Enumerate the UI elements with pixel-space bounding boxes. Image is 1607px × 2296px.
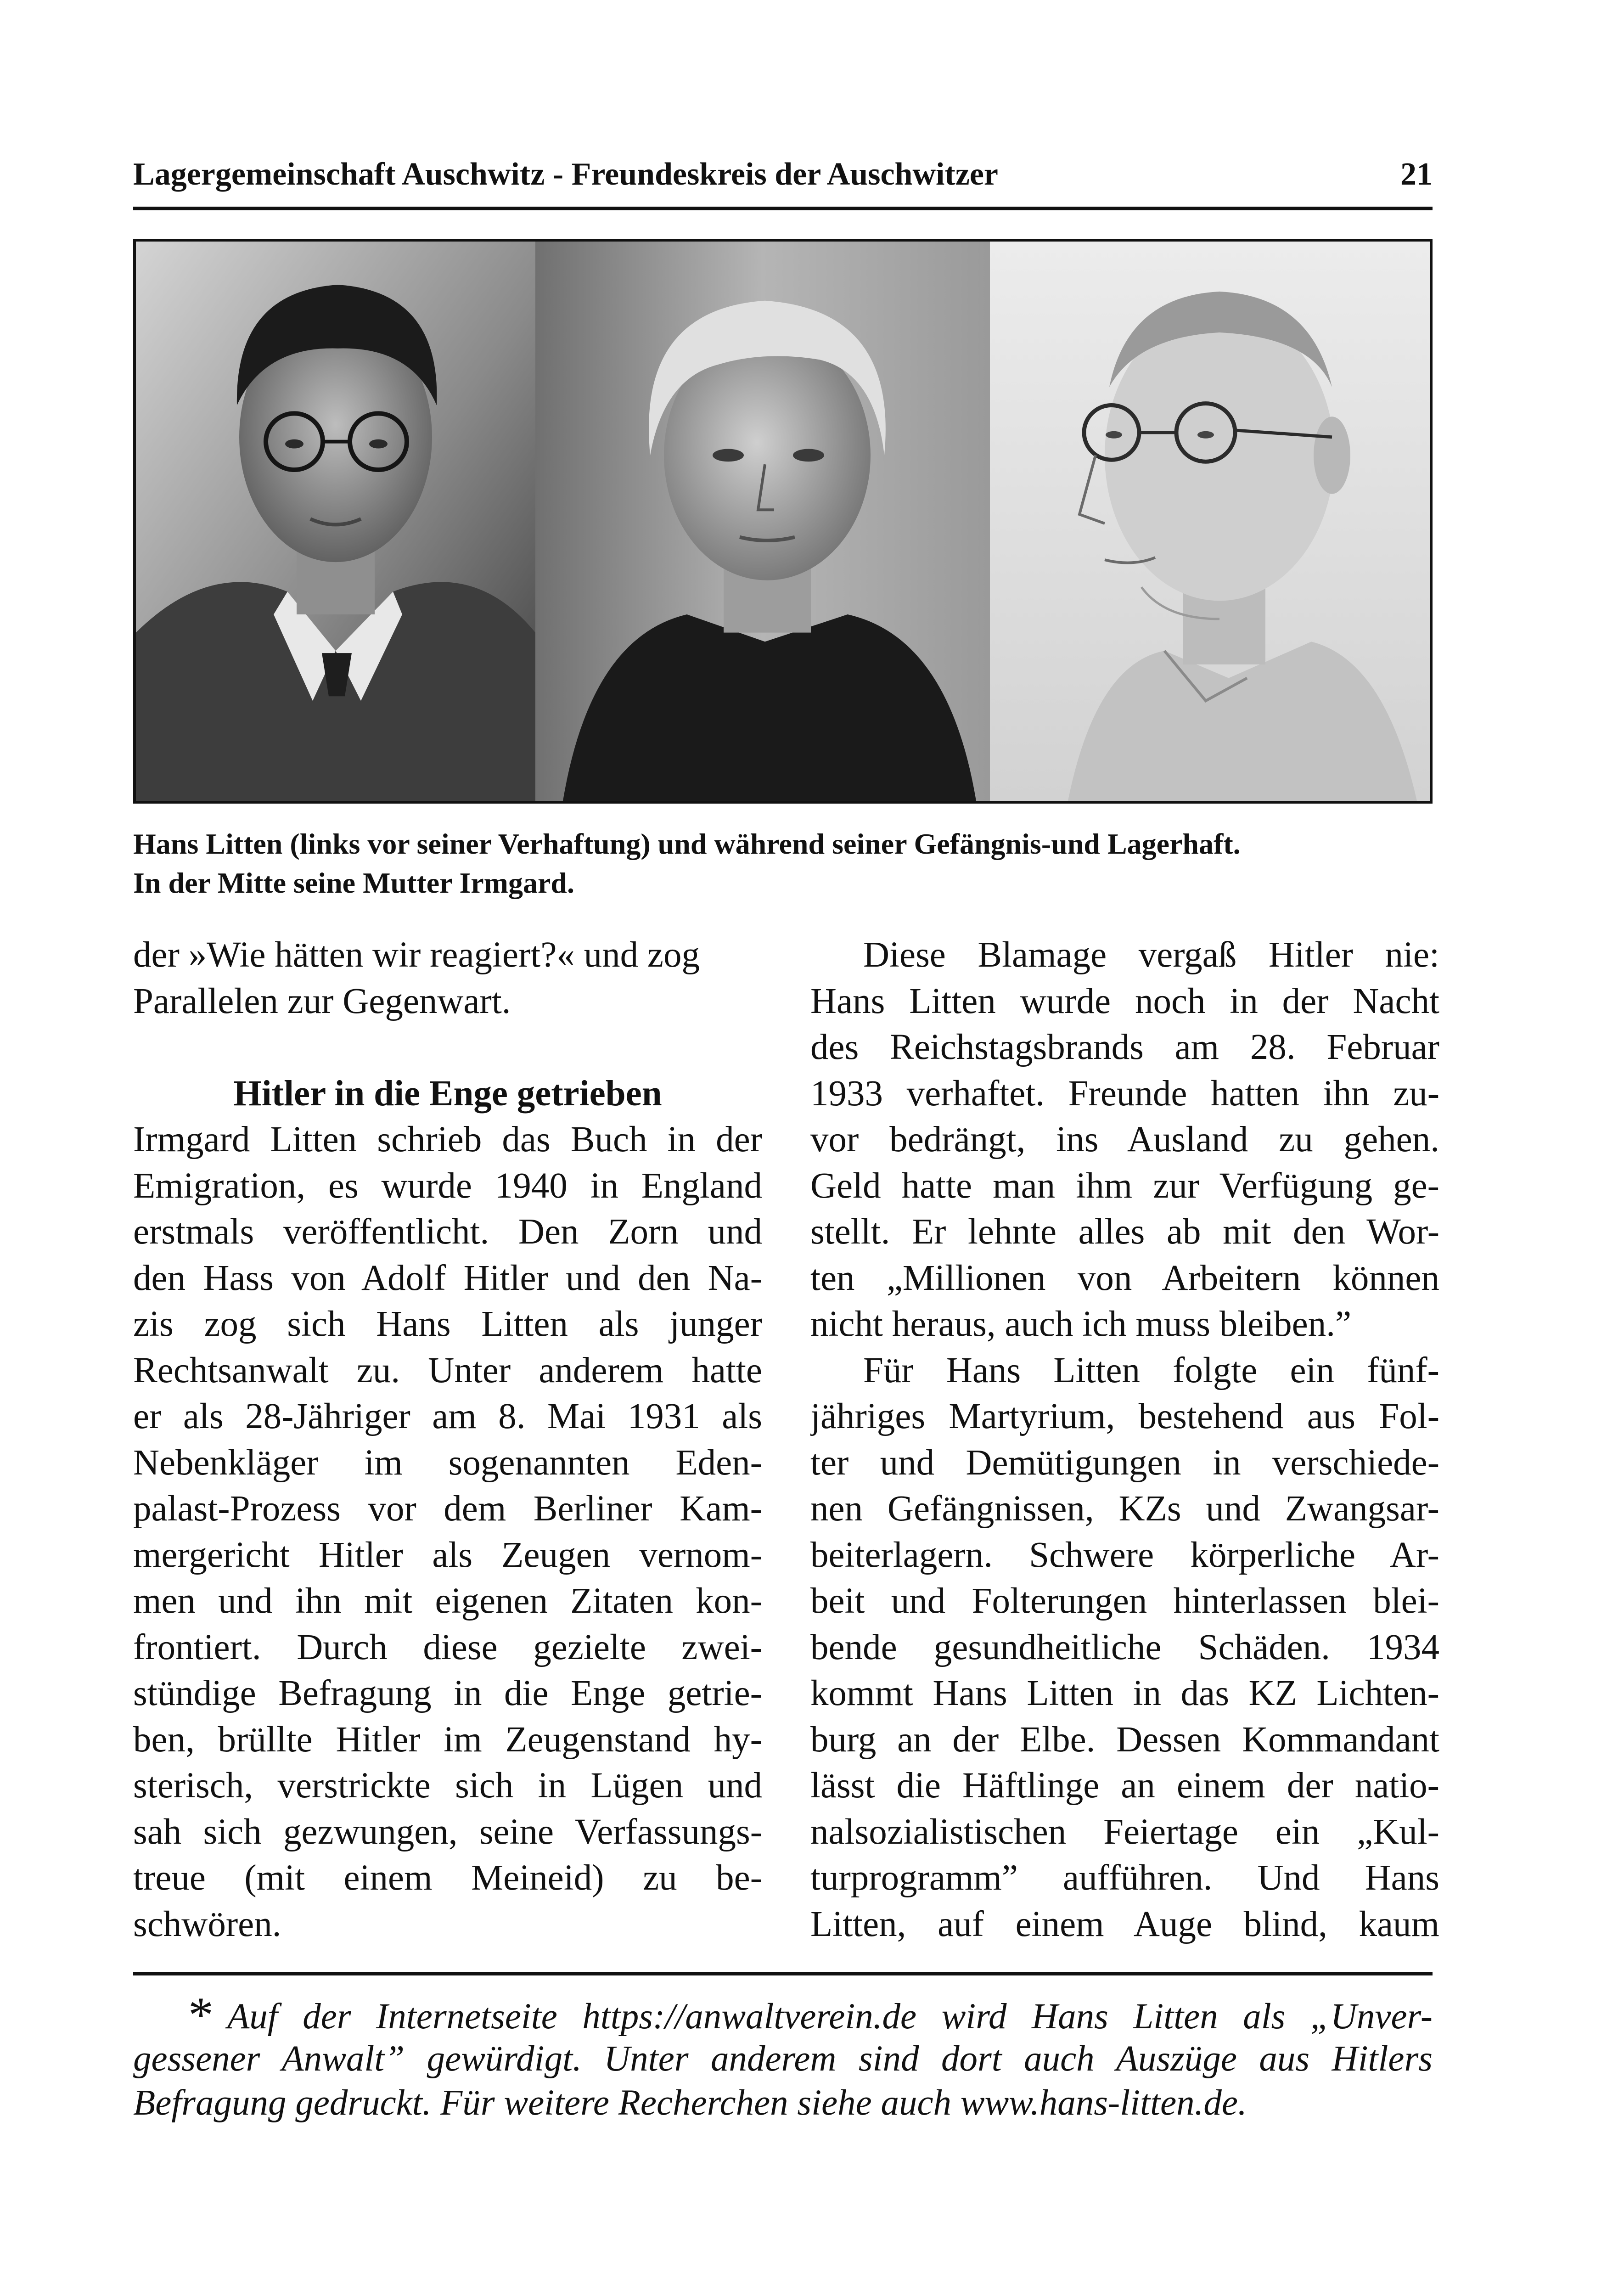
text-line: palast-Prozess vor dem Berliner Kam-	[133, 1489, 762, 1529]
text-line: stündige Befragung in die Enge getrie-	[133, 1673, 762, 1713]
left-column	[133, 932, 762, 1947]
page-number: 21	[1400, 157, 1433, 192]
text-line: nen Gefängnissen, KZs und Zwangsar-	[810, 1489, 1439, 1529]
text-line: nicht heraus, auch ich muss bleiben.”	[810, 1304, 1352, 1344]
text-line: ter und Demütigungen in verschiede-	[810, 1442, 1439, 1483]
text-line: den Hass von Adolf Hitler und den Na-	[133, 1258, 762, 1298]
text-line: stellt. Er lehnte alles ab mit den Wor-	[810, 1212, 1439, 1252]
text-line: nalsozialistischen Feiertage ein „Kul-	[810, 1812, 1439, 1852]
footnote	[133, 1993, 1433, 2125]
text-line: des Reichstagsbrands am 28. Februar	[810, 1027, 1439, 1067]
text-line: schwören.	[133, 1904, 281, 1944]
running-header	[133, 156, 1433, 210]
text-line: kommt Hans Litten in das KZ Lichten-	[810, 1673, 1439, 1713]
photo-caption	[133, 824, 1433, 902]
text-line: ben, brüllte Hitler im Zeugenstand hy-	[133, 1719, 762, 1760]
section-heading: Hitler in die Enge getrieben	[233, 1073, 662, 1114]
text-line: beiterlagern. Schwere körperliche Ar-	[810, 1535, 1439, 1575]
footnote-line: Befragung gedruckt. Für weitere Recherchen siehe auch www.hans-litten.de.	[133, 2083, 1247, 2123]
text-line: erstmals veröffentlicht. Den Zorn und	[133, 1212, 762, 1252]
text-line: jähriges Martyrium, bestehend aus Fol-	[810, 1396, 1439, 1436]
text-line: zis zog sich Hans Litten als junger	[133, 1304, 762, 1344]
header-title: Lagergemeinschaft Auschwitz - Freundeskreis der Auschwitzer	[133, 157, 998, 192]
footnote-line: gessener Anwalt” gewürdigt. Unter anderem sind dort auch Auszüge aus Hitlers	[133, 2039, 1433, 2079]
portrait-photo-icon	[136, 242, 535, 801]
portrait-drawing-icon	[990, 242, 1430, 801]
text-line: men und ihn mit eigenen Zitaten kon-	[133, 1581, 762, 1621]
text-line: Emigration, es wurde 1940 in England	[133, 1165, 762, 1206]
text-line: Nebenkläger im sogenannten Eden-	[133, 1442, 762, 1483]
text-line: Für Hans Litten folgte ein fünf-	[863, 1350, 1439, 1390]
photo-strip	[133, 239, 1433, 804]
text-line: sah sich gezwungen, seine Verfassungs-	[133, 1812, 762, 1852]
text-line: mergericht Hitler als Zeugen vernom-	[133, 1535, 762, 1575]
caption-line: In der Mitte seine Mutter Irmgard.	[133, 867, 574, 899]
text-line: burg an der Elbe. Dessen Kommandant	[810, 1719, 1439, 1760]
text-line: beit und Folterungen hinterlassen blei-	[810, 1581, 1439, 1621]
spacer	[133, 1024, 762, 1071]
text-line: lässt die Häftlinge an einem der natio-	[810, 1766, 1439, 1806]
caption-line: Hans Litten (links vor seiner Verhaftung) und während seiner Gefängnis-und Lagerhaft.	[133, 827, 1241, 860]
text-line: Irmgard Litten schrieb das Buch in der	[133, 1120, 762, 1159]
right-column	[810, 932, 1439, 1947]
text-line: Litten, auf einem Auge blind, kaum	[810, 1904, 1439, 1944]
text-line: frontiert. Durch diese gezielte zwei-	[133, 1627, 762, 1667]
text-line: vor bedrängt, ins Ausland zu gehen.	[810, 1120, 1439, 1159]
text-line: ten „Millionen von Arbeitern können	[810, 1258, 1439, 1298]
text-line: 1933 verhaftet. Freunde hatten ihn zu-	[810, 1073, 1439, 1114]
footnote-line	[133, 1993, 1433, 2037]
footnote-text: Auf der Internetseite https://anwaltverein.de wird Hans Litten als „Unver-	[227, 1997, 1433, 2037]
text-line: turprogramm” aufführen. Und Hans	[810, 1858, 1439, 1898]
text-line: er als 28-Jähriger am 8. Mai 1931 als	[133, 1396, 762, 1436]
text-line: Hans Litten wurde noch in der Nacht	[810, 981, 1439, 1021]
text-line: bende gesundheitliche Schäden. 1934	[810, 1627, 1439, 1667]
text-line: Rechtsanwalt zu. Unter anderem hatte	[133, 1350, 762, 1390]
text-line: Geld hatte man ihm zur Verfügung ge-	[810, 1165, 1439, 1206]
text-line: der »Wie hätten wir reagiert?« und zog	[133, 935, 700, 975]
text-line: treue (mit einem Meineid) zu be-	[133, 1858, 762, 1898]
portrait-photo-icon	[535, 242, 990, 801]
text-line: sterisch, verstrickte sich in Lügen und	[133, 1766, 762, 1806]
text-line: Diese Blamage vergaß Hitler nie:	[863, 935, 1439, 975]
footnote-divider	[133, 1972, 1433, 1975]
text-line: Parallelen zur Gegenwart.	[133, 981, 511, 1021]
footnote-marker: *	[188, 1993, 214, 2037]
